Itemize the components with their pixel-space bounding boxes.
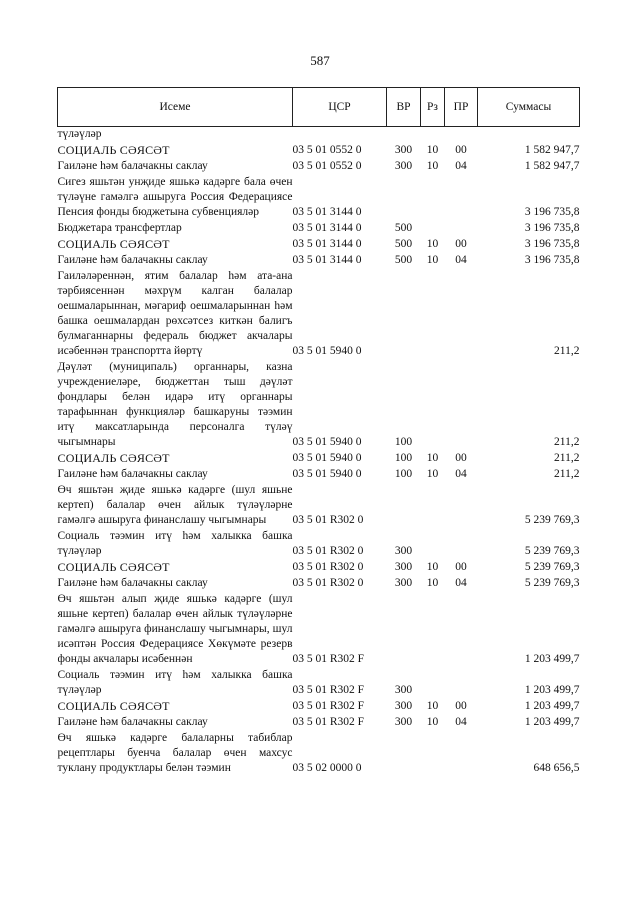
cell-rz (421, 731, 445, 777)
cell-sum: 211,2 (554, 345, 580, 357)
header-vr: ВР (387, 88, 421, 127)
cell-pr (445, 592, 478, 668)
cell-sum: 1 203 499,7 (524, 684, 580, 696)
cell-csr: 03 5 01 R302 F (292, 700, 365, 712)
cell-vr: 100 (394, 436, 413, 448)
cell-name: Гаиләне һәм балачакны саклау (57, 716, 208, 728)
cell-name: Сигез яшьтән унҗиде яшькә кадәрге бала өчен түләүне гамәлгә ашыруга Россия Федерациясе Пенсия фонды бюджетына субвенцияләр (57, 176, 293, 218)
cell-sum: 5 239 769,3 (524, 561, 580, 573)
cell-csr: 03 5 01 R302 0 (292, 545, 364, 557)
cell-vr: 300 (394, 545, 413, 557)
cell-pr (445, 529, 478, 560)
cell-sum: 3 196 735,8 (524, 254, 580, 266)
cell-pr: 00 (455, 238, 467, 250)
cell-csr: 03 5 01 0552 0 (292, 144, 362, 156)
cell-rz: 10 (426, 452, 439, 464)
cell-csr: 03 5 01 R302 0 (292, 514, 364, 526)
cell-vr: 300 (394, 684, 413, 696)
cell-name: СОЦИАЛЬ СӘЯСӘТ (57, 560, 170, 574)
header-csr: ЦСР (293, 88, 387, 127)
cell-sum: 1 582 947,7 (524, 160, 580, 172)
cell-sum: 648 656,5 (533, 762, 580, 774)
cell-pr (445, 269, 478, 360)
cell-csr (293, 127, 387, 144)
table-row (58, 560, 580, 576)
cell-rz: 10 (426, 238, 439, 250)
cell-csr: 03 5 01 R302 0 (292, 577, 364, 589)
cell-vr: 300 (394, 144, 413, 156)
cell-sum: 1 203 499,7 (524, 653, 580, 665)
cell-pr (445, 175, 478, 221)
cell-vr: 300 (394, 700, 413, 712)
cell-vr (387, 483, 421, 529)
cell-pr: 04 (455, 577, 467, 589)
cell-vr (387, 127, 421, 144)
cell-name: Гаиләне һәм балачакны саклау (57, 577, 208, 589)
cell-name: Өч яшьтән җиде яшькә кадәрге (шул яшьне кертеп) балалар өчен айлык түләүләрне гамәлгә ашыруга финанслашу чыгымнары (57, 484, 293, 526)
cell-rz (421, 175, 445, 221)
cell-name: Социаль тәэмин итү һәм халыкка башка түләүләр (57, 530, 293, 557)
cell-sum: 3 196 735,8 (524, 238, 580, 250)
cell-rz: 10 (426, 577, 439, 589)
table-row (58, 715, 580, 731)
cell-rz (421, 269, 445, 360)
cell-rz (421, 592, 445, 668)
page-number: 587 (310, 53, 330, 68)
table-row (58, 159, 580, 175)
cell-rz: 10 (426, 468, 439, 480)
cell-sum: 211,2 (554, 468, 580, 480)
cell-csr: 03 5 01 3144 0 (292, 238, 362, 250)
cell-pr (445, 668, 478, 699)
table-row (58, 143, 580, 159)
cell-sum: 1 203 499,7 (524, 716, 580, 728)
cell-csr: 03 5 01 5940 0 (292, 452, 362, 464)
table-row (58, 269, 580, 360)
cell-csr: 03 5 01 R302 F (292, 684, 365, 696)
cell-pr: 04 (455, 254, 467, 266)
table-row (58, 127, 580, 144)
cell-sum: 211,2 (554, 436, 580, 448)
cell-name: түләүләр (57, 128, 102, 140)
cell-sum (478, 127, 580, 144)
cell-vr: 300 (394, 160, 413, 172)
cell-rz (421, 360, 445, 451)
table-row (58, 592, 580, 668)
cell-rz (421, 127, 445, 144)
cell-csr: 03 5 01 R302 F (292, 716, 365, 728)
cell-pr: 00 (455, 561, 467, 573)
cell-sum: 211,2 (554, 452, 580, 464)
cell-csr: 03 5 01 5940 0 (292, 345, 362, 357)
cell-name: Социаль тәэмин итү һәм халыкка башка түләүләр (57, 669, 293, 696)
cell-csr: 03 5 01 5940 0 (292, 468, 362, 480)
cell-pr (445, 731, 478, 777)
cell-name: Бюджетара трансфертлар (57, 222, 182, 234)
cell-name: Гаиләләреннән, ятим балалар һәм ата-ана тәрбиясеннән мәхрүм калган балалар оешмаларыннан, мәгариф оешмаларыннан һәм башка оешмалардан рөхсәтсез киткән балигъ булмаганнарны федераль бюджет акчалары исәбеннән транспортта йөртү (57, 270, 293, 357)
table-row (58, 237, 580, 253)
cell-sum: 3 196 735,8 (524, 206, 580, 218)
cell-pr: 00 (455, 452, 467, 464)
cell-sum: 1 203 499,7 (524, 700, 580, 712)
cell-name: Өч яшьтән алып җиде яшькә кадәрге (шул яшьне кертеп) балалар өчен айлык түләүләрне гамәлгә ашыруга финанслашу чыгымнары, шул исәптән Россия Федерациясе Хөкүмәте резерв фонды акчалары исәбеннән (57, 593, 293, 665)
cell-sum: 5 239 769,3 (524, 514, 580, 526)
table-row (58, 253, 580, 269)
table-row (58, 668, 580, 699)
cell-pr (445, 127, 478, 144)
table-row (58, 360, 580, 451)
table-row (58, 576, 580, 592)
cell-vr (387, 175, 421, 221)
cell-csr: 03 5 01 3144 0 (292, 222, 362, 234)
cell-vr (387, 269, 421, 360)
cell-vr: 500 (394, 254, 413, 266)
cell-rz (421, 221, 445, 237)
table-body (58, 127, 580, 778)
table-row (58, 483, 580, 529)
cell-pr (445, 221, 478, 237)
cell-name: СОЦИАЛЬ СӘЯСӘТ (57, 237, 170, 251)
cell-vr: 500 (394, 238, 413, 250)
cell-pr: 04 (455, 468, 467, 480)
header-name: Исеме (58, 88, 293, 127)
cell-csr: 03 5 01 R302 0 (292, 561, 364, 573)
cell-csr: 03 5 02 0000 0 (292, 762, 362, 774)
cell-vr (387, 731, 421, 777)
cell-pr: 04 (455, 160, 467, 172)
cell-sum: 3 196 735,8 (524, 222, 580, 234)
table-row (58, 221, 580, 237)
cell-csr: 03 5 01 3144 0 (292, 254, 362, 266)
header-pr: ПР (445, 88, 478, 127)
cell-pr: 04 (455, 716, 467, 728)
cell-rz: 10 (426, 144, 439, 156)
cell-vr: 300 (394, 577, 413, 589)
cell-vr: 100 (394, 468, 413, 480)
cell-csr: 03 5 01 5940 0 (292, 436, 362, 448)
cell-rz (421, 668, 445, 699)
cell-csr: 03 5 01 0552 0 (292, 160, 362, 172)
cell-rz (421, 529, 445, 560)
table-row (58, 175, 580, 221)
cell-rz: 10 (426, 160, 439, 172)
cell-name: Өч яшькә кадәрге балаларны табиблар рецептлары буенча балалар өчен махсус туклану продуктлары белән тәэмин (57, 732, 293, 774)
cell-vr: 300 (394, 716, 413, 728)
cell-vr: 300 (394, 561, 413, 573)
table-row (58, 529, 580, 560)
cell-vr (387, 592, 421, 668)
table-row (58, 699, 580, 715)
table-row (58, 467, 580, 483)
table-row (58, 451, 580, 467)
cell-rz: 10 (426, 254, 439, 266)
cell-name: Дәүләт (муниципаль) органнары, казна учреждениеләре, бюджеттан тыш дәүләт фондлары белән идарә итү органнары тарафыннан функцияләр башкаруны тәэмин итү максатларында персоналга түләү чыгымнары (57, 361, 293, 448)
cell-vr: 500 (394, 222, 413, 234)
cell-csr: 03 5 01 3144 0 (292, 206, 362, 218)
cell-pr (445, 483, 478, 529)
budget-table (57, 87, 580, 777)
cell-name: Гаиләне һәм балачакны саклау (57, 254, 208, 266)
cell-name: СОЦИАЛЬ СӘЯСӘТ (57, 699, 170, 713)
table-header-row (58, 88, 580, 127)
cell-rz: 10 (426, 716, 439, 728)
cell-rz: 10 (426, 700, 439, 712)
cell-name: Гаиләне һәм балачакны саклау (57, 160, 208, 172)
cell-name: СОЦИАЛЬ СӘЯСӘТ (57, 143, 170, 157)
cell-csr: 03 5 01 R302 F (292, 653, 365, 665)
table-row (58, 731, 580, 777)
cell-sum: 1 582 947,7 (524, 144, 580, 156)
cell-sum: 5 239 769,3 (524, 545, 580, 557)
cell-rz (421, 483, 445, 529)
cell-vr: 100 (394, 452, 413, 464)
cell-pr: 00 (455, 700, 467, 712)
cell-sum: 5 239 769,3 (524, 577, 580, 589)
cell-name: СОЦИАЛЬ СӘЯСӘТ (57, 451, 170, 465)
header-rz: Рз (421, 88, 445, 127)
cell-rz: 10 (426, 561, 439, 573)
cell-name: Гаиләне һәм балачакны саклау (57, 468, 208, 480)
cell-pr: 00 (455, 144, 467, 156)
cell-pr (445, 360, 478, 451)
header-sum: Суммасы (478, 88, 580, 127)
